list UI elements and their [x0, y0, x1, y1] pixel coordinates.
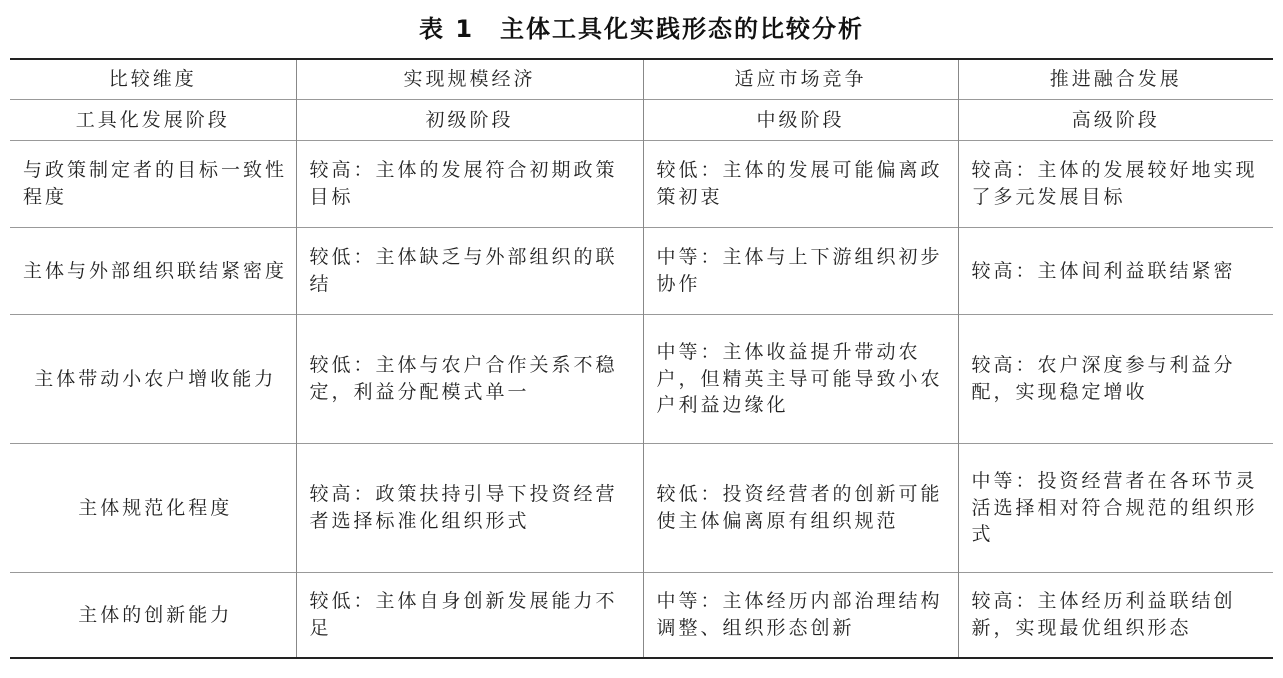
row-value-cell: 较低：主体的发展可能偏离政策初衷 [643, 141, 958, 228]
table-title: 表 1 主体工具化实践形态的比较分析 [418, 15, 865, 43]
row-dimension-cell: 主体规范化程度 [10, 444, 296, 573]
row-value-cell: 较低：主体与农户合作关系不稳定，利益分配模式单一 [296, 315, 643, 444]
table-row [10, 228, 1273, 315]
row-value-cell: 较低：投资经营者的创新可能使主体偏离原有组织规范 [643, 444, 958, 573]
comparison-table [10, 58, 1273, 659]
header-cell-dimension: 比较维度 [10, 59, 296, 100]
header-cell-integration: 推进融合发展 [958, 59, 1273, 100]
row-value-cell: 较高：政策扶持引导下投资经营者选择标准化组织形式 [296, 444, 643, 573]
stage-cell-label: 工具化发展阶段 [10, 100, 296, 141]
stage-row [10, 100, 1273, 141]
stage-cell-advanced: 高级阶段 [958, 100, 1273, 141]
row-dimension-cell: 主体与外部组织联结紧密度 [10, 228, 296, 315]
row-dimension-cell: 主体带动小农户增收能力 [10, 315, 296, 444]
stage-cell-intermediate: 中级阶段 [643, 100, 958, 141]
row-value-cell: 较高：主体的发展较好地实现了多元发展目标 [958, 141, 1273, 228]
row-value-cell: 中等：主体经历内部治理结构调整、组织形态创新 [643, 573, 958, 659]
row-value-cell: 较高：主体间利益联结紧密 [958, 228, 1273, 315]
row-value-cell: 中等：主体收益提升带动农户，但精英主导可能导致小农户利益边缘化 [643, 315, 958, 444]
table-row [10, 444, 1273, 573]
row-value-cell: 中等：投资经营者在各环节灵活选择相对符合规范的组织形式 [958, 444, 1273, 573]
row-value-cell: 较低：主体缺乏与外部组织的联结 [296, 228, 643, 315]
row-value-cell: 较高：主体经历利益联结创新，实现最优组织形态 [958, 573, 1273, 659]
header-cell-market-competition: 适应市场竞争 [643, 59, 958, 100]
table-row [10, 573, 1273, 659]
table-row [10, 141, 1273, 228]
table-row [10, 315, 1273, 444]
row-value-cell: 较高：主体的发展符合初期政策目标 [296, 141, 643, 228]
row-value-cell: 中等：主体与上下游组织初步协作 [643, 228, 958, 315]
header-cell-scale-economy: 实现规模经济 [296, 59, 643, 100]
row-dimension-cell: 与政策制定者的目标一致性程度 [10, 141, 296, 228]
header-row [10, 59, 1273, 100]
stage-cell-primary: 初级阶段 [296, 100, 643, 141]
row-value-cell: 较高：农户深度参与利益分配，实现稳定增收 [958, 315, 1273, 444]
row-value-cell: 较低：主体自身创新发展能力不足 [296, 573, 643, 659]
row-dimension-cell: 主体的创新能力 [10, 573, 296, 659]
